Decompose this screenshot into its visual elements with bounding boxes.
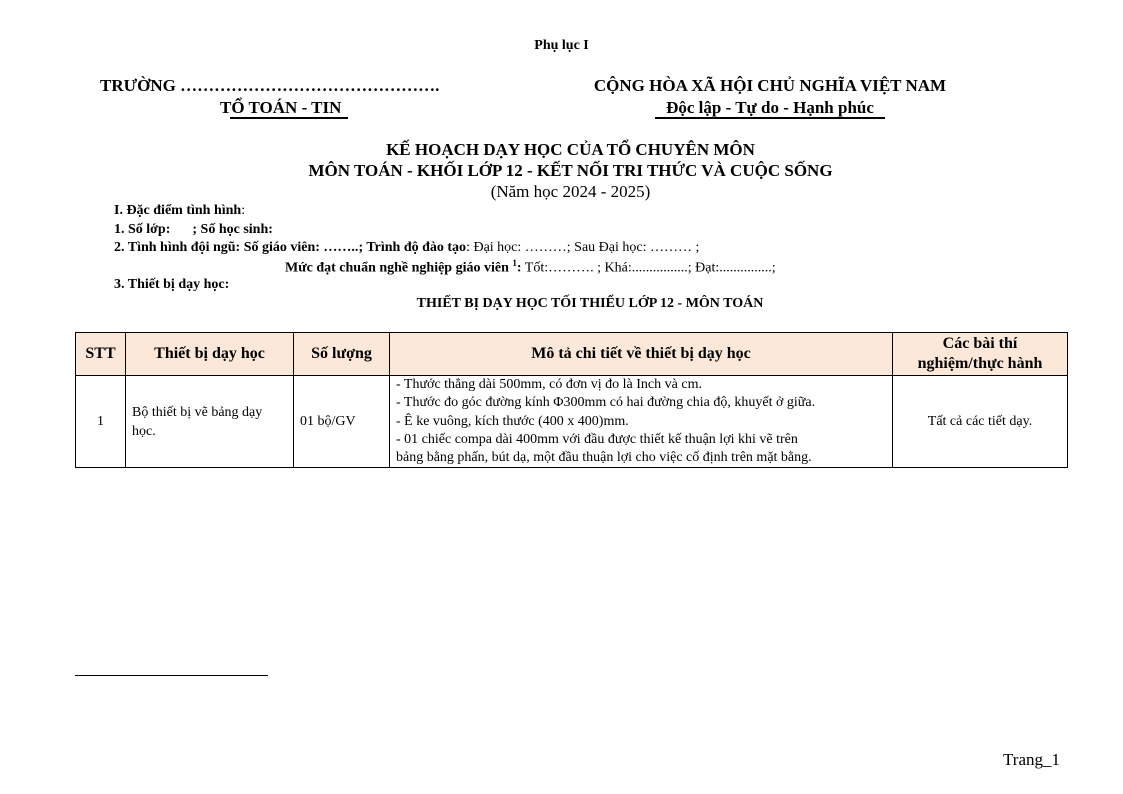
motto-underline <box>655 117 885 119</box>
standard-label: Mức đạt chuẩn nghề nghiệp giáo viên <box>285 260 513 276</box>
equipment-heading: 3. Thiết bị dạy học: <box>114 277 230 292</box>
staff-label: 2. Tình hình đội ngũ: Số giáo viên: …….. <box>114 240 359 255</box>
standard-colon: : <box>516 260 522 276</box>
staff-line <box>114 240 699 256</box>
header-experiments-line1: Các bài thí <box>942 335 1018 352</box>
student-count-label: ; Số học sinh: <box>192 222 273 237</box>
header-quantity: Số lượng <box>294 333 390 376</box>
description-line: - Thước đo góc đường kính Φ300mm có hai đường chia độ, khuyết ở giữa. <box>396 395 816 411</box>
header-experiments <box>893 333 1068 376</box>
cell-stt: 1 <box>76 376 126 468</box>
table-header-row <box>76 333 1068 376</box>
situation-heading-colon: : <box>241 203 246 218</box>
description-line: - Thước thẳng dài 500mm, có đơn vị đo là Inch và cm. <box>396 377 702 392</box>
situation-heading-text: I. Đặc điểm tình hình <box>114 203 242 218</box>
plan-year: (Năm học 2024 - 2025) <box>490 182 651 201</box>
qualification-label: ; Trình độ đào tạo <box>358 240 467 255</box>
department-name: TỔ TOÁN - TIN <box>220 98 342 117</box>
cell-description <box>390 376 893 468</box>
appendix-label: Phụ lục I <box>534 38 589 53</box>
standard-values: Tốt:………. ; Khá:................; Đạt:...............; <box>521 260 776 276</box>
school-name: TRƯỜNG ………………………………………. <box>100 76 440 95</box>
class-count-line <box>114 222 273 238</box>
description-line: - Ê ke vuông, kích thước (400 x 400)mm. <box>396 413 629 429</box>
class-count-label: 1. Số lớp: <box>114 222 171 237</box>
plan-title: KẾ HOẠCH DẠY HỌC CỦA TỔ CHUYÊN MÔN <box>386 140 755 159</box>
description-line: - 01 chiếc compa dài 400mm với đầu được thiết kế thuận lợi khi vẽ trên <box>396 431 798 447</box>
cell-quantity: 01 bộ/GV <box>294 376 390 468</box>
standard-line <box>285 258 776 277</box>
header-experiments-line2: nghiệm/thực hành <box>917 355 1043 372</box>
footnote-marker: 1 <box>512 258 517 268</box>
department-underline <box>230 117 348 119</box>
national-title: CỘNG HÒA XÃ HỘI CHỦ NGHĨA VIỆT NAM <box>593 76 947 95</box>
plan-subtitle: MÔN TOÁN - KHỐI LỚP 12 - KẾT NỐI TRI THỨC VÀ CUỘC SỐNG <box>308 161 833 180</box>
equipment-table <box>75 332 1068 468</box>
national-motto: Độc lập - Tự do - Hạnh phúc <box>666 98 874 117</box>
description-line: bảng bằng phấn, bút dạ, một đầu thuận lợi cho việc cố định trên mặt bằng. <box>396 450 812 466</box>
header-device: Thiết bị dạy học <box>126 333 294 376</box>
footnote-separator <box>75 675 268 676</box>
situation-heading <box>114 203 245 219</box>
table-row <box>76 376 1068 468</box>
qualification-values: : Đại học: ………; Sau Đại học: ……… ; <box>466 240 700 255</box>
cell-experiments: Tất cả các tiết dạy. <box>893 376 1068 468</box>
header-description: Mô tả chi tiết về thiết bị dạy học <box>390 333 893 376</box>
cell-device: Bộ thiết bị vẽ bảng dạy học. <box>126 376 294 468</box>
equipment-table-title: THIẾT BỊ DẠY HỌC TỐI THIỂU LỚP 12 - MÔN TOÁN <box>416 296 764 311</box>
page-number: Trang_1 <box>1003 750 1060 769</box>
header-stt: STT <box>76 333 126 376</box>
